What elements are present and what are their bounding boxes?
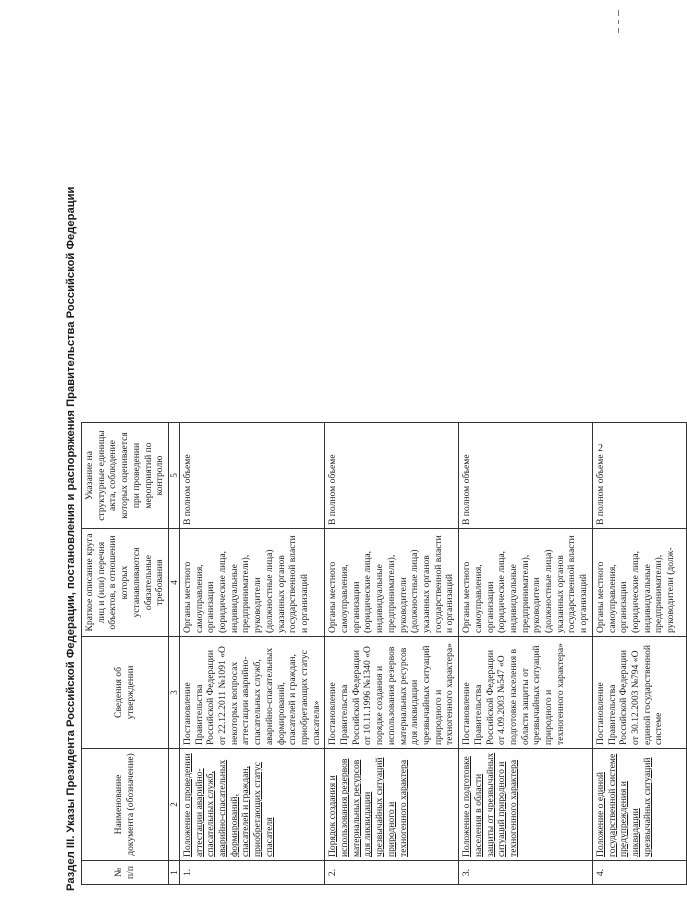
row-number: 3. [459, 861, 593, 885]
table-row [592, 423, 686, 885]
table-row [325, 423, 459, 885]
table-header-row [82, 423, 169, 885]
page-number: 2 [598, 443, 603, 454]
header-approval: Сведения об утверждении [82, 637, 169, 749]
document-name-text[interactable]: Положение о подготовке населения в области защиты от чрезвычайных ситуаций природного и техногенного характера [461, 752, 519, 857]
approval-details: Постановление Правительства Российской Федерации от 22.12.2011 №1091 «О некоторых вопросах аттестации аварийно-спасательных служб, аварийно-спасательных формирований, спасателей и граждан, приобретающих статус спасателя» [179, 637, 324, 749]
section-title: Раздел III. Указы Президента Российской Федерации, постановления и распоряжения Правительства Российской Федерации [65, 186, 77, 891]
header-document-name: Наименование документа (обозначение) [82, 749, 169, 861]
subjects-description: Органы местного самоуправления, организации (юридические лица, индивидуальные предприниматели), руководители (долж- [592, 529, 686, 637]
row-number: 2. [325, 861, 459, 885]
table-row [179, 423, 324, 885]
approval-details: Постановление Правительства Российской Федерации от 10.11.1996 №1340 «О порядке создания и использования резервов материальных ресурсов для ликвидации чрезвычайных ситуаций природного и техногенного характера» [325, 637, 459, 749]
column-number-row [168, 423, 179, 885]
column-number: 3 [168, 637, 179, 749]
requirements-table [81, 422, 687, 885]
column-number: 4 [168, 529, 179, 637]
subjects-description: Органы местного самоуправления, организации (юридические лица, индивидуальные предприниматели), руководители (должностные лица) указанных органов государственной власти и организаций [325, 529, 459, 637]
scan-marks [606, 8, 632, 38]
table-row [459, 423, 593, 885]
document-name-text[interactable]: Положение о проведении аттестации аварийно-спасательных служб, аварийно-спасательных формирований, спасателей и граждан, приобретающих статус спасателя [181, 753, 275, 857]
document-name-link[interactable] [592, 749, 686, 861]
header-subjects: Краткое описание круга лиц и (или) перечня объектов, в отношении которых устанавливаются обязательные требования [82, 529, 169, 637]
document-name-link[interactable] [179, 749, 324, 861]
scope-cell: В полном объеме [459, 423, 593, 529]
document-name-link[interactable] [325, 749, 459, 861]
column-number: 5 [168, 423, 179, 529]
scope-cell: В полном объеме [179, 423, 324, 529]
header-number: № п/п [82, 861, 169, 885]
approval-details: Постановление Правительства Российской Федерации от 30.12.2003 №794 «О единой государственной системе [592, 637, 686, 749]
subjects-description: Органы местного самоуправления, организации (юридические лица, индивидуальные предприниматели), руководители (должностные лица) указанных органов государственной власти и организаций [179, 529, 324, 637]
row-number: 1. [179, 861, 324, 885]
subjects-description: Органы местного самоуправления, организации (юридические лица, индивидуальные предприниматели), руководители (должностные лица) указанных органов государственной власти и организаций [459, 529, 593, 637]
column-number: 2 [168, 749, 179, 861]
column-number: 1 [168, 861, 179, 885]
document-name-text[interactable]: Положение о единой государственной системе предупреждения и ликвидации чрезвычайных ситуаций [594, 753, 653, 857]
approval-details: Постановление Правительства Российской Федерации от 4.09.2003 №547 «О подготовке населения в области защиты от чрезвычайных ситуаций природного и техногенного характера» [459, 637, 593, 749]
scope-cell: В полном объеме [325, 423, 459, 529]
document-name-link[interactable] [459, 749, 593, 861]
document-name-text[interactable]: Порядок создания и использования резервов материальных ресурсов для ликвидации чрезвычайных ситуаций природного и техногенного характера [327, 757, 409, 857]
scope-cell: В полном объеме [592, 423, 686, 529]
header-scope: Указание на структурные единицы акта, соблюдение которых оценивается при проведении мероприятий по контролю [82, 423, 169, 529]
row-number: 4. [592, 861, 686, 885]
